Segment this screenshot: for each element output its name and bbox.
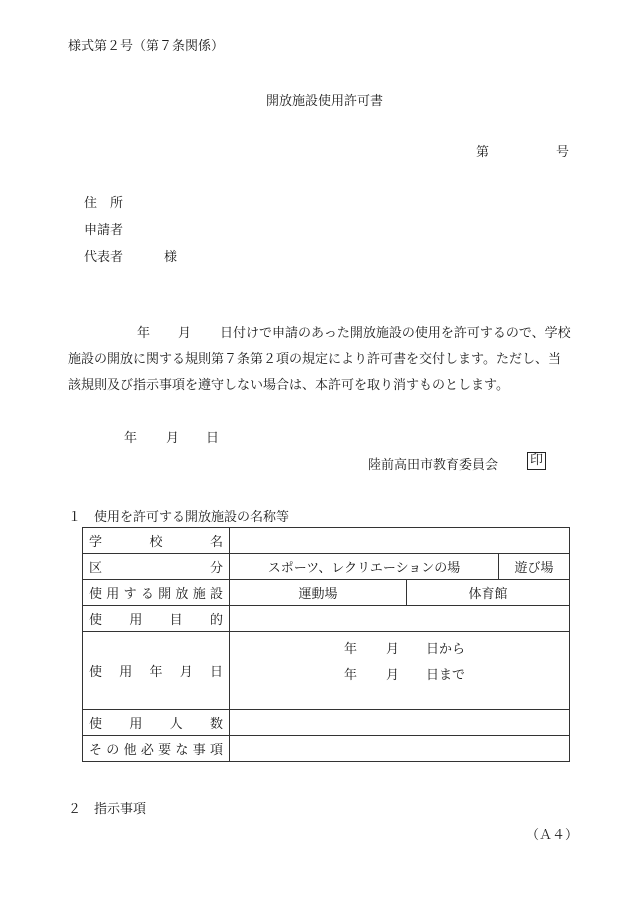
people-value[interactable]: [230, 710, 570, 736]
people-label: 使 用 人 数: [83, 710, 230, 736]
date-year: 年: [124, 431, 138, 446]
school-value[interactable]: [230, 528, 570, 554]
table-row: [83, 606, 570, 632]
facility-option-ground[interactable]: 運動場: [230, 580, 407, 606]
body-month: 月: [178, 326, 192, 341]
facility-table: [82, 527, 570, 762]
body-line3: 該規則及び指示事項を遵守しない場合は、本許可を取り消すものとします。: [68, 378, 509, 393]
from-year: 年: [344, 642, 358, 657]
from-day: 日から: [426, 642, 466, 657]
section1-title: １ 使用を許可する開放施設の名称等: [68, 510, 290, 525]
school-label: 学 校 名: [83, 528, 230, 554]
to-day: 日まで: [426, 668, 466, 683]
table-row: [83, 554, 570, 580]
facility-label: 使 用 す る 開 放 施 設: [83, 580, 230, 606]
form-number: 様式第２号（第７条関係）: [68, 39, 225, 54]
paper-size: （Ａ４）: [526, 828, 579, 843]
date-range-value[interactable]: [230, 632, 570, 710]
body-year: 年: [137, 326, 151, 341]
issuer-name: 陸前高田市教育委員会: [368, 458, 499, 473]
date-day: 日: [206, 431, 220, 446]
doc-number-prefix: 第: [476, 145, 490, 160]
to-month: 月: [386, 668, 400, 683]
applicant-label: 申請者: [84, 223, 124, 238]
from-month: 月: [386, 642, 400, 657]
doc-number-suffix: 号: [556, 145, 570, 160]
purpose-label: 使 用 目 的: [83, 606, 230, 632]
table-row: [83, 710, 570, 736]
representative-label: 代表者: [84, 250, 124, 265]
date-label: 使 用 年 月 日: [83, 632, 230, 710]
section2-title: ２ 指示事項: [68, 802, 147, 817]
category-label: 区 分: [83, 554, 230, 580]
date-month: 月: [166, 431, 180, 446]
table-row: [83, 580, 570, 606]
to-year: 年: [344, 668, 358, 683]
table-row: [83, 632, 570, 710]
document-title: 開放施設使用許可書: [266, 94, 384, 109]
table-row: [83, 528, 570, 554]
address-label: 住 所: [84, 196, 124, 211]
seal-text: 印: [527, 452, 546, 470]
seal-mark: [527, 452, 546, 470]
table-row: [83, 736, 570, 762]
body-line2: 施設の開放に関する規則第７条第２項の規定により許可書を交付します。ただし、当: [68, 352, 561, 367]
category-option-sports[interactable]: スポーツ、レクリエーションの場: [230, 554, 499, 580]
other-label: そ の 他 必 要 な 事 項: [83, 736, 230, 762]
category-option-play[interactable]: 遊び場: [499, 554, 570, 580]
honorific: 様: [164, 250, 178, 265]
facility-option-gym[interactable]: 体育館: [407, 580, 570, 606]
other-value[interactable]: [230, 736, 570, 762]
purpose-value[interactable]: [230, 606, 570, 632]
body-line1: 日付けで申請のあった開放施設の使用を許可するので、学校: [220, 326, 571, 341]
